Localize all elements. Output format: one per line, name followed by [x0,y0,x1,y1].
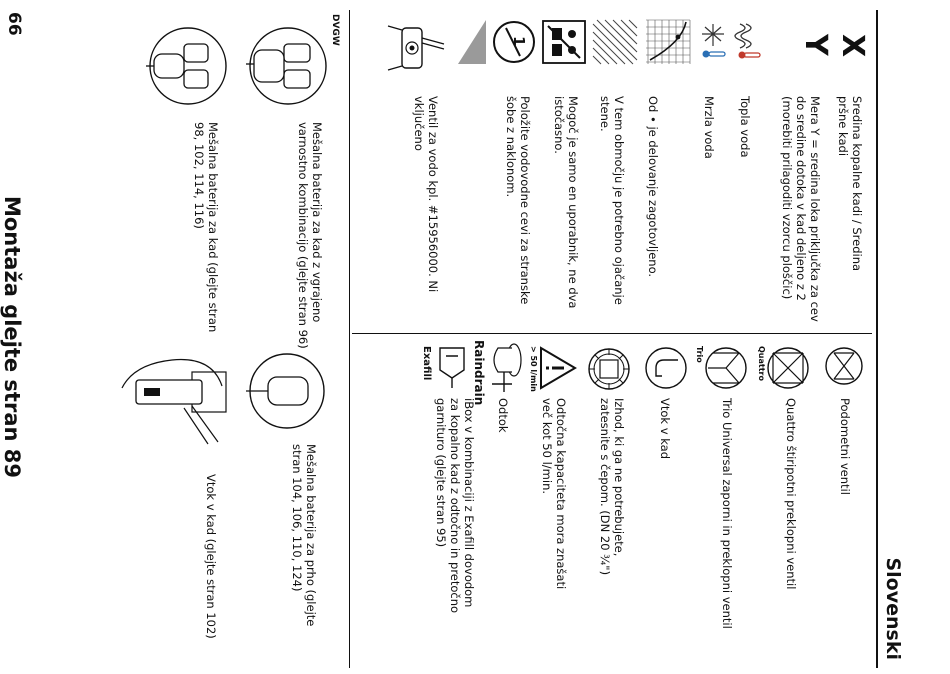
plug-cap-note: Izhod, ki ga ne potrebujete, zatesnite s čepom. (DN 20 ¾") [598,398,626,576]
slope-note: Položite vodovodne cevi za stranske šobe z naklonom. [504,96,532,305]
flow-rate-label: > 50 l/min [529,346,538,392]
bath-mixer-label: Mešalna baterija za kad (glejte stran 98, 102, 114, 116) [192,122,220,333]
shower-mixer-drawing [246,346,328,436]
hatched-wall-icon [593,20,637,64]
shower-mixer-label: Mešalna baterija za prho (glejte stran 104, 106, 110, 124) [290,444,318,627]
bath-spout-drawing [112,346,232,456]
quattro-valve-icon [766,346,810,390]
gray-triangle-icon [456,20,488,64]
single-user-note: Mogoč je samo en uporabnik, ne dva istočasno. [552,96,580,309]
water-valve-note: Ventil za vodo kpl. #15956000. Ni vključeno [412,96,440,293]
floor-valve-icon [824,346,864,386]
hot-water-icon [734,20,764,62]
middle-rule [349,10,350,668]
bath-mixer-drawing [146,20,230,112]
cold-water-icon [698,20,728,62]
curve-graph-icon [646,20,690,64]
exafill-drawing [434,344,470,390]
drain-label: Odtok [496,398,510,433]
column-divider [352,333,872,334]
trio-valve-icon [704,346,748,390]
page-title: Slovenski [882,557,904,660]
trio-description: Trio Universal zaporni in preklopni ventil [720,398,734,629]
quattro-label: Quattro [757,346,766,381]
hot-water-label: Topla voda [738,96,752,158]
cold-water-label: Mrzla voda [702,96,716,159]
quattro-description: Quattro štiripotni preklopni ventil [784,398,798,590]
y-description: Mera Y = sredina loka priključka za cev do sredine dotoka v kad deljeno z 2 (morebiti prilagoditi vzorcu ploščic) [780,96,822,322]
thermo-mixer-drawing [246,20,330,112]
raindrain-label: Raindrain [472,340,486,406]
floor-valve-label: Podometni ventil [838,398,852,495]
footer-title: Montaža glejte stran 89 [0,195,24,478]
x-letter: X [835,34,870,58]
warning-triangle-icon [538,346,578,390]
reinforcement-note: V tem območju je potrebno ojačanje stene. [598,96,626,305]
ibox-exafill-note: iBox v kombinaciji z Exafill dovodom za kopalno kad z odtočno in pretočno garnituro (glejte stran 95) [434,398,476,614]
header-rule [877,10,879,668]
delivery-note: Od • je delovanje zagotovljeno. [646,96,660,278]
raindrain-drawing [486,340,526,404]
page-number: 66 [4,12,24,36]
bath-inlet-icon [644,346,688,390]
bath-spout-label: Vtok v kad (glejte stran 102) [204,474,218,639]
single-user-icon [542,20,586,64]
bath-inlet-label: Vtok v kad [658,398,672,459]
slope-badge-icon [492,20,536,64]
dvgw-label: DVGW [330,14,340,46]
drain-capacity-note: Odtočna kapaciteta mora znašati več kot 50 l/min. [540,398,568,590]
water-valve-drawing [380,16,450,82]
slope-badge-number: 1 [510,36,528,47]
x-description: Sredina kopalne kadi / Sredina pršne kadi [836,96,864,272]
y-letter: Y [798,34,833,56]
exafill-label: Exafill [421,346,432,381]
plug-cap-icon [586,346,632,392]
trio-label: Trio [695,346,704,363]
thermo-mixer-label: Mešalna baterija za kad z vgrajeno varnostno kombinacijo (glejte stran 96) [296,122,324,349]
